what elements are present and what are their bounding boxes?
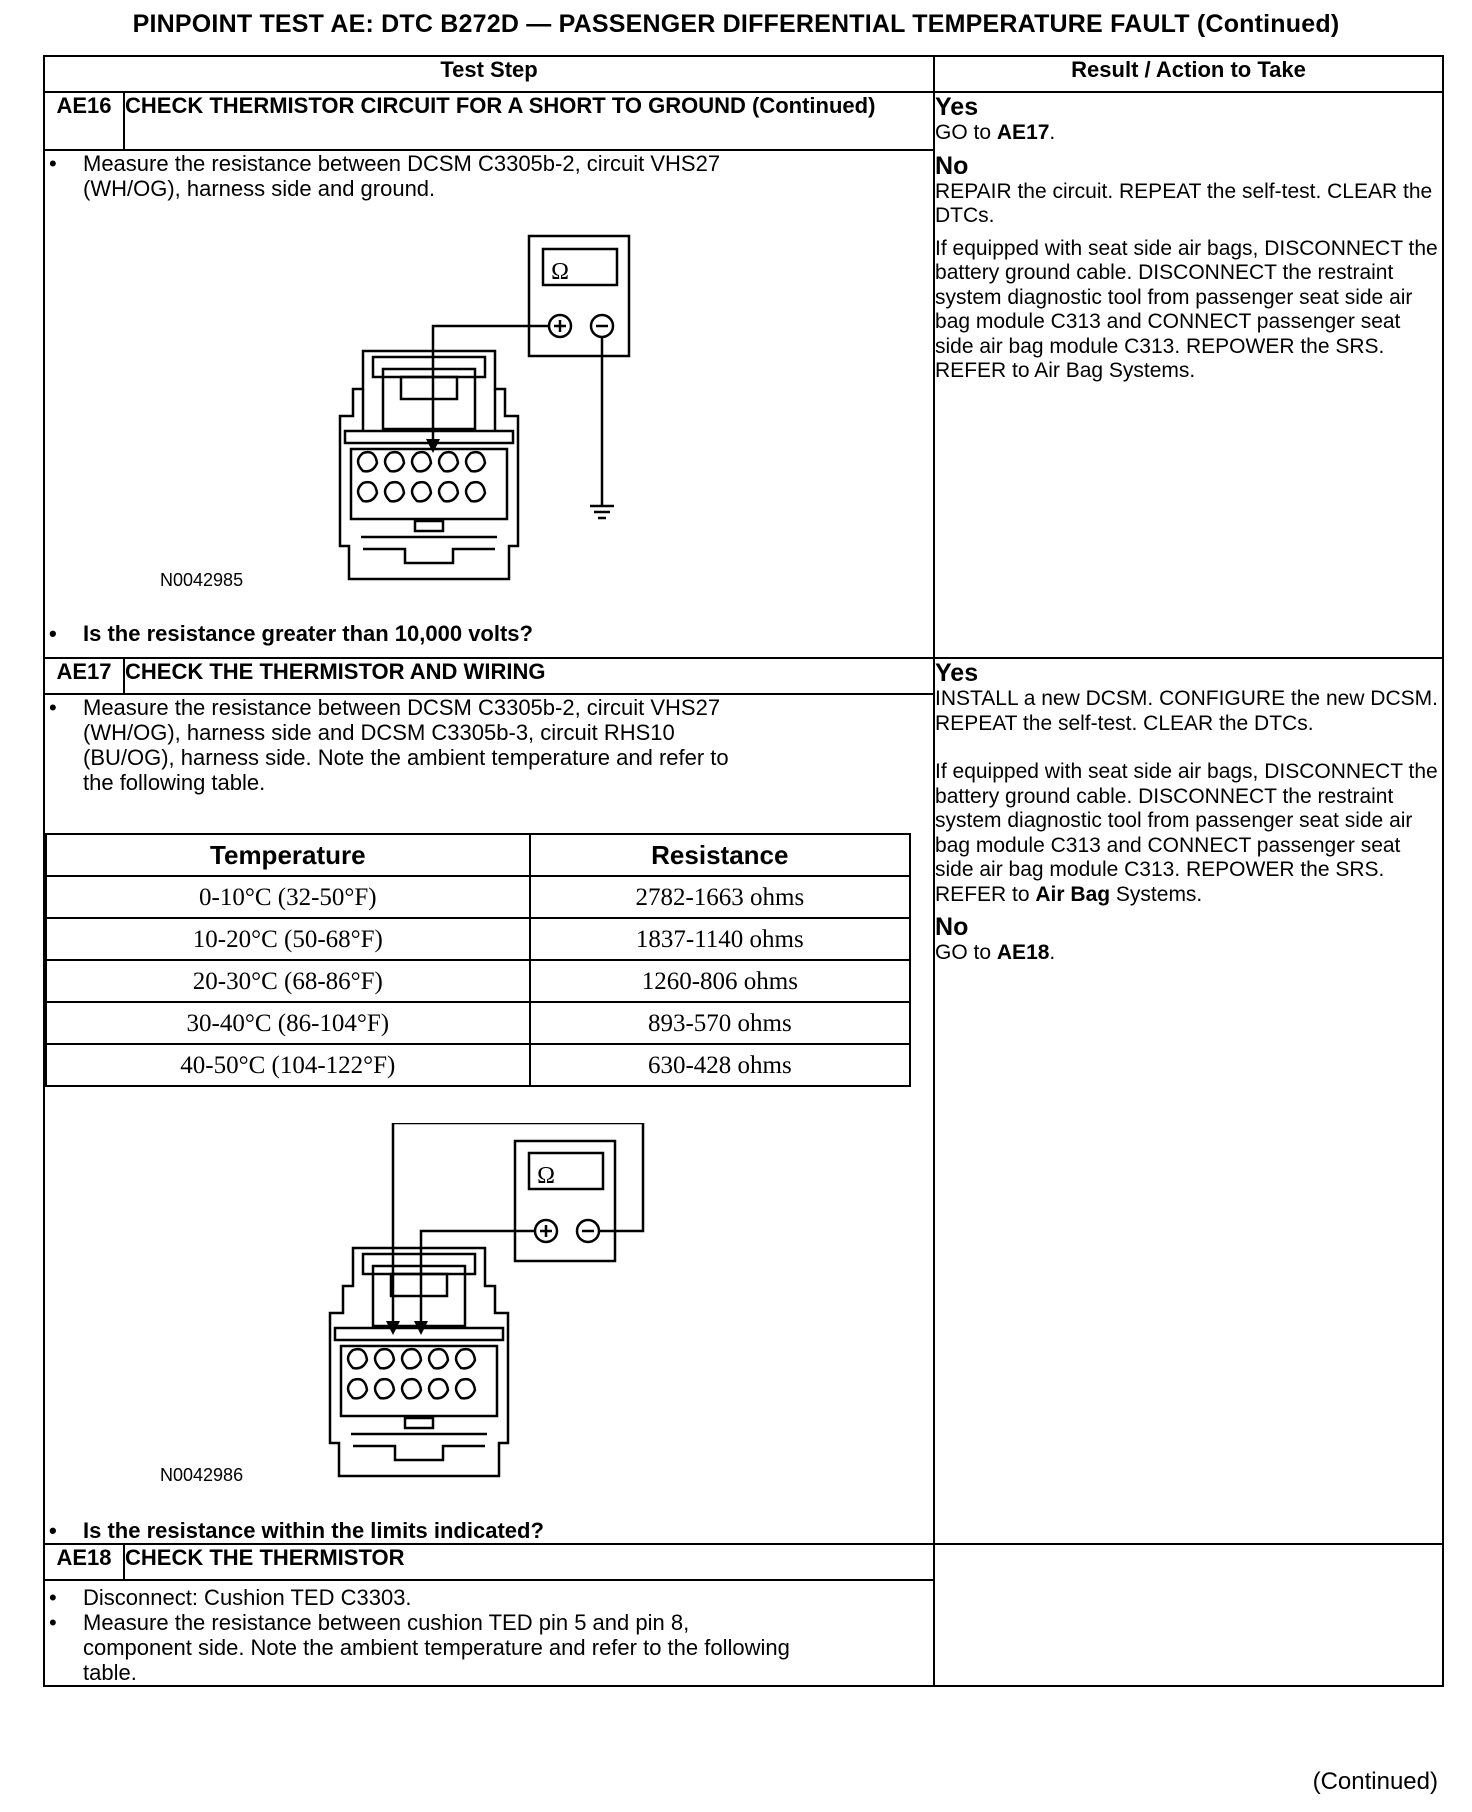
temperature-cell: 20-30°C (68-86°F) (46, 960, 530, 1002)
step-title: CHECK THE THERMISTOR AND WIRING (124, 658, 934, 694)
pinpoint-test-table (43, 55, 1444, 1687)
step-body (44, 1580, 934, 1686)
ohm-symbol: Ω (537, 1163, 555, 1189)
step-id: AE18 (44, 1544, 124, 1580)
temperature-resistance-table (45, 833, 911, 1087)
resistance-cell: 630-428 ohms (530, 1044, 910, 1086)
temperature-cell: 40-50°C (104-122°F) (46, 1044, 530, 1086)
test-step-header: Test Step (44, 56, 934, 92)
instruction: • Measure the resistance between DCSM C3305b-2, circuit VHS27 (WH/OG), harness side and DCSM C3305b-3, circuit RHS10 (BU/OG), harness side. Note the ambient temperature and refer to the following table. (45, 695, 743, 795)
figure-id: N0042986 (160, 1465, 244, 1485)
air-bag-link[interactable]: Air Bag (1035, 882, 1111, 906)
temperature-header: Temperature (46, 834, 530, 876)
instruction: • Measure the resistance between cushion TED pin 5 and pin 8, component side. Note the ambient temperature and refer to the following table. (45, 1610, 803, 1685)
result-cell-ae16 (934, 92, 1443, 658)
result-header: Result / Action to Take (934, 56, 1443, 92)
step-body (44, 150, 934, 658)
step-title: CHECK THERMISTOR CIRCUIT FOR A SHORT TO GROUND (Continued) (124, 92, 934, 150)
yes-label: Yes (935, 659, 979, 687)
instruction: • Disconnect: Cushion TED C3303. (45, 1585, 933, 1610)
yes-label: Yes (935, 93, 979, 121)
yes-action: INSTALL a new DCSM. CONFIGURE the new DCSM. REPEAT the self-test. CLEAR the DTCs. (935, 687, 1438, 735)
figure-n0042985 (45, 201, 933, 621)
resistance-cell: 1837-1140 ohms (530, 918, 910, 960)
goto-link-ae17[interactable]: AE17 (996, 121, 1050, 144)
test-question: • Is the resistance within the limits indicated? (45, 1518, 933, 1543)
no-label: No (935, 913, 969, 941)
continued-label: (Continued) (1312, 1768, 1438, 1795)
resistance-cell: 893-570 ohms (530, 1002, 910, 1044)
srs-note: If equipped with seat side air bags, DISCONNECT the battery ground cable. DISCONNECT the restraint system diagnostic tool from passenger seat side air bag module C313 and CONNECT passenger seat side air bag module C313. REPOWER the SRS. REFER to Air Bag Systems. (935, 760, 1438, 906)
srs-note: If equipped with seat side air bags, DISCONNECT the battery ground cable. DISCONNECT the restraint system diagnostic tool from passenger seat side air bag module C313 and CONNECT passenger seat side air bag module C313. REPOWER the SRS. REFER to Air Bag Systems. (935, 236, 1438, 382)
table-row (46, 1044, 910, 1086)
temperature-cell: 30-40°C (86-104°F) (46, 1002, 530, 1044)
figure-id: N0042985 (160, 570, 244, 590)
table-row (46, 960, 910, 1002)
step-row-ae16 (44, 92, 1443, 150)
goto-link-ae18[interactable]: AE18 (996, 941, 1050, 964)
connector-diagram (45, 1123, 895, 1518)
step-id: AE16 (44, 92, 124, 150)
step-body (44, 694, 934, 1544)
no-action: GO to AE18. (935, 941, 1056, 964)
table-row (46, 1002, 910, 1044)
temperature-cell: 0-10°C (32-50°F) (46, 876, 530, 918)
result-cell-ae17 (934, 658, 1443, 1544)
connector-diagram (45, 201, 895, 621)
test-question: • Is the resistance greater than 10,000 volts? (45, 621, 933, 646)
table-row (46, 876, 910, 918)
step-id: AE17 (44, 658, 124, 694)
instruction: • Measure the resistance between DCSM C3305b-2, circuit VHS27 (WH/OG), harness side and ground. (45, 151, 733, 201)
step-title: CHECK THE THERMISTOR (124, 1544, 934, 1580)
yes-action: GO to AE17. (935, 121, 1056, 144)
temperature-cell: 10-20°C (50-68°F) (46, 918, 530, 960)
table-header-row (44, 56, 1443, 92)
resistance-cell: 1260-806 ohms (530, 960, 910, 1002)
page-title: PINPOINT TEST AE: DTC B272D — PASSENGER DIFFERENTIAL TEMPERATURE FAULT (Continued) (132, 10, 1340, 38)
no-label: No (935, 151, 969, 180)
table-row (46, 918, 910, 960)
result-cell-ae18 (934, 1544, 1443, 1686)
no-action: REPAIR the circuit. REPEAT the self-test. CLEAR the DTCs. (935, 179, 1433, 227)
resistance-cell: 2782-1663 ohms (530, 876, 910, 918)
step-row-ae18 (44, 1544, 1443, 1580)
ohm-symbol: Ω (551, 259, 569, 285)
resistance-header: Resistance (530, 834, 910, 876)
step-row-ae17 (44, 658, 1443, 694)
figure-n0042986 (45, 1123, 933, 1518)
